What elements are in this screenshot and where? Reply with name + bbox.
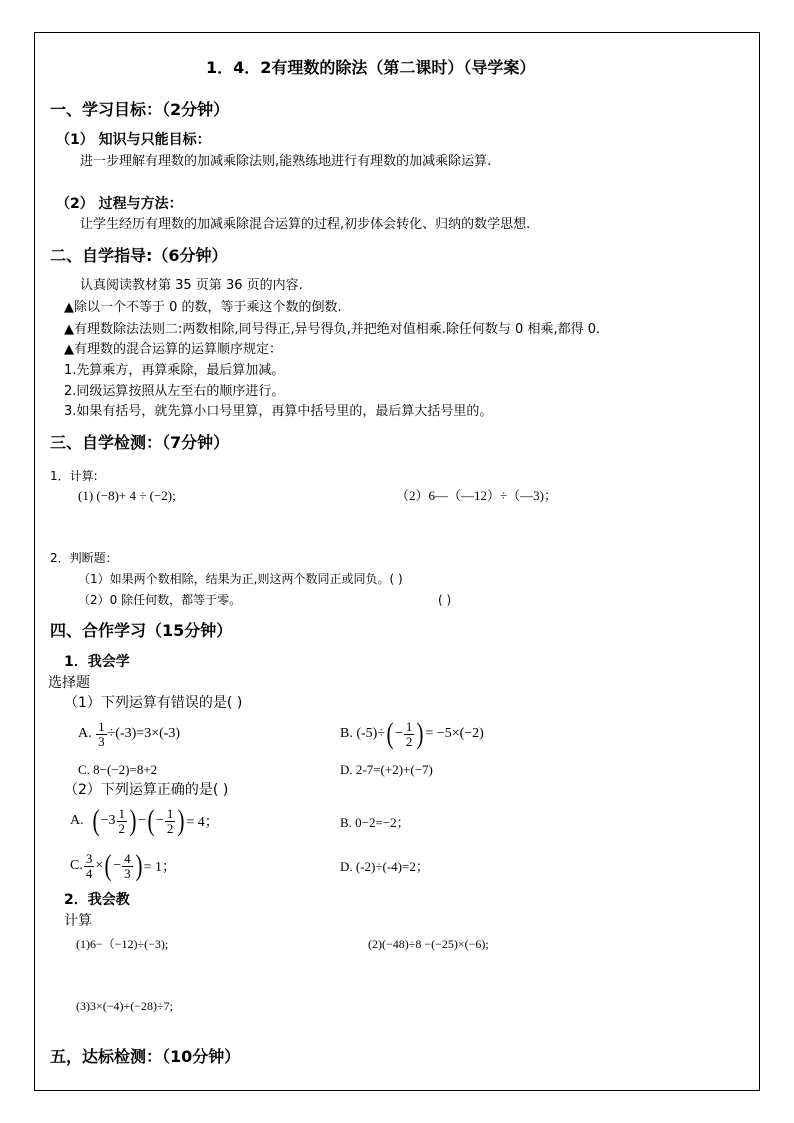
expression: = 4； (186, 815, 219, 830)
minus-sign: − (138, 813, 146, 828)
guide-line: 认真阅读教材第 35 页第 36 页的内容. (80, 278, 303, 293)
fraction (165, 807, 176, 836)
teach-calc-3: (3)3×(−4)+(−28)÷7; (76, 999, 173, 1013)
q2-option-c (70, 846, 176, 886)
numerator: 1 (118, 805, 126, 821)
guide-line: 3.如果有括号，就先算小口号里算，再算中括号里的，最后算大括号里的。 (64, 404, 493, 419)
section-5-heading: 五，达标检测：（10分钟） (50, 1047, 241, 1066)
minus-sign: − (155, 813, 164, 828)
right-paren: ) (129, 804, 137, 837)
numerator: 4 (124, 850, 131, 866)
expression: ÷(-3)=3×(-3) (107, 726, 181, 741)
q1-option-d: D. 2-7=(+2)+(−7) (340, 762, 433, 777)
calc-item-1: (1) (−8)+ 4 ÷ (−2); (78, 488, 176, 503)
numerator: 1 (405, 718, 413, 734)
page-frame (34, 32, 760, 1091)
calc-label-2: 计算 (64, 913, 92, 929)
teach-calc-2: (2)(−48)÷8 −(−25)×(−6); (368, 937, 489, 951)
guide-line: ▲除以一个不等于 0 的数，等于乘这个数的倒数. (64, 300, 342, 315)
guide-line: 1.先算乘方，再算乘除，最后算加减。 (64, 363, 285, 378)
left-paren: ( (386, 717, 394, 750)
numerator: 1 (166, 805, 174, 821)
calc-label: 1．计算: (50, 469, 98, 483)
times-sign: × (95, 858, 104, 873)
expression: = 1； (143, 860, 177, 875)
choice-label: 选择题 (48, 675, 90, 691)
denominator: 2 (118, 820, 126, 836)
left-paren: ( (147, 804, 155, 837)
q1-option-c: C. 8−(−2)=8+2 (78, 762, 158, 777)
right-paren: ) (177, 804, 185, 837)
fraction (96, 720, 107, 749)
guide-line: 2.同级运算按照从左至右的顺序进行。 (64, 384, 285, 399)
left-paren: ( (104, 849, 112, 882)
knowledge-goal-label: （1） 知识与只能目标： (56, 132, 211, 148)
question-1: （1）下列运算有错误的是( ) (64, 695, 243, 711)
denominator: 2 (405, 733, 413, 749)
denominator: 2 (166, 820, 174, 836)
section-4-heading: 四、合作学习（15分钟） (50, 621, 233, 640)
left-paren: ( (92, 804, 100, 837)
q1-option-b (340, 716, 484, 752)
minus-sign: − (113, 858, 122, 873)
q2-option-a (70, 802, 219, 840)
q2-option-b: B. 0−2=−2； (340, 815, 410, 830)
q2-option-d: D. (-2)÷(-4)=2； (340, 859, 429, 874)
section-3-heading: 三、自学检测：（7分钟） (50, 433, 230, 452)
guide-line: ▲有理数除法法则二:两数相除,同号得正,异号得负,并把绝对值相乘.除任何数与 0 相乘,都得 0. (64, 322, 601, 337)
learn-subheading: 1．我会学 (64, 654, 130, 670)
question-2: （2）下列运算正确的是( ) (64, 782, 229, 798)
q1-option-a (78, 716, 180, 752)
page-title: 1．4．2有理数的除法（第二课时）（导学案） (206, 58, 536, 77)
fraction (122, 852, 133, 881)
right-paren: ) (416, 717, 424, 750)
expression: B. (-5)÷ (340, 726, 386, 741)
denominator: 3 (124, 865, 131, 881)
calc-item-2: （2）6—（—12）÷（—3)； (396, 488, 557, 503)
integer-part: −3 (100, 813, 116, 828)
process-method-label: （2） 过程与方法： (56, 196, 183, 212)
teach-calc-1: (1)6−（−12)÷(−3); (76, 937, 169, 951)
knowledge-goal-text: 进一步理解有理数的加减乘除法则,能熟练地进行有理数的加减乘除运算. (80, 154, 492, 169)
teach-subheading: 2．我会教 (64, 892, 130, 908)
process-method-text: 让学生经历有理数的加减乘除混合运算的过程,初步体会转化、归纳的数学思想. (80, 217, 531, 232)
denominator: 3 (98, 733, 105, 749)
fraction (404, 720, 415, 749)
numerator: 3 (85, 850, 93, 866)
option-letter: A. (70, 813, 84, 828)
numerator: 1 (98, 718, 105, 734)
judge-label: 2．判断题： (50, 551, 118, 565)
option-letter: A. (78, 726, 92, 741)
judge-item-2-paren: ( ) (438, 593, 452, 607)
minus-sign: − (395, 726, 403, 741)
section-2-heading: 二、自学指导:（6分钟） (50, 246, 228, 265)
fraction (117, 807, 128, 836)
option-letter: C. (70, 858, 83, 873)
expression: = −5×(−2) (425, 726, 484, 741)
fraction (84, 852, 95, 881)
judge-item-2: （2）0 除任何数，都等于零。 (78, 593, 242, 607)
right-paren: ) (135, 849, 143, 882)
guide-line: ▲有理数的混合运算的运算顺序规定： (64, 342, 282, 357)
denominator: 4 (85, 865, 93, 881)
judge-item-1: （1）如果两个数相除，结果为正,则这两个数同正或同负。( ) (78, 572, 403, 586)
section-1-heading: 一、学习目标：（2分钟） (50, 100, 230, 119)
